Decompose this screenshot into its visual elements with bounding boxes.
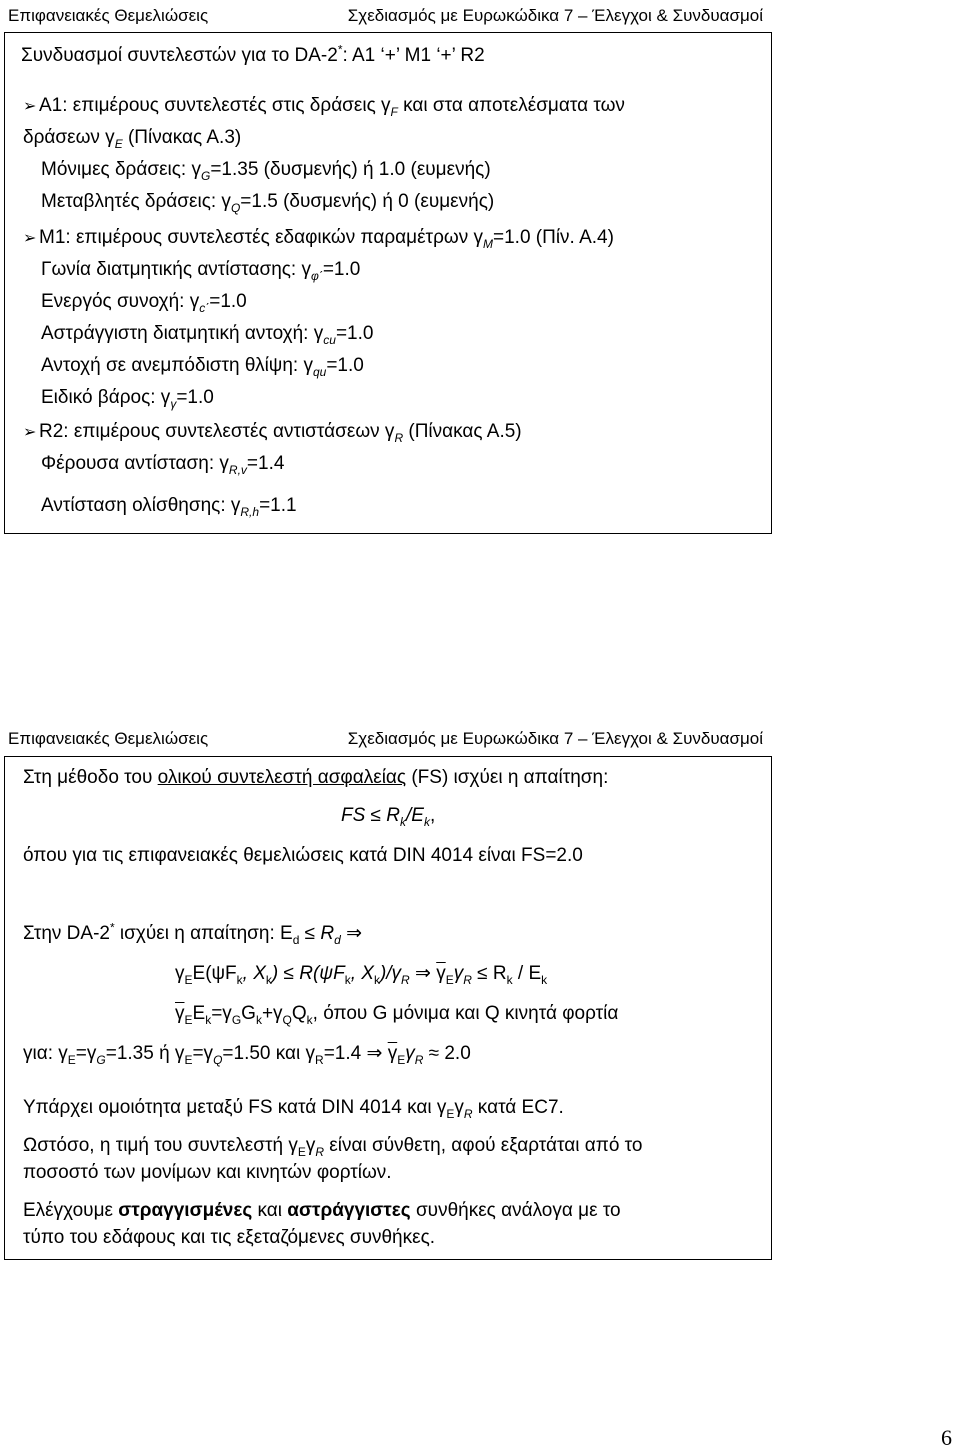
check-line1: Ελέγχουμε στραγγισμένες και αστράγγιστες συνθήκες ανάλογα με το (23, 1200, 621, 1221)
m1-line: ➢ M1: επιμέρους συντελεστές εδαφικών παραμέτρων $\gamma_M=1.0$ (Πίν. Α.4) (23, 227, 614, 251)
header-right: Σχεδιασμός με Ευρωκώδικα 7 – Έλεγχοι & Συνδυασμοί (347, 729, 763, 748)
bullet-arrow-icon: ➢ (23, 424, 37, 441)
factor-values: για: $\gamma_E=\gamma_G=1.35$ ή $\gamma_E=\gamma_Q=1.50$ και $\gamma_R=1.4$ ⇒ $\overline{\gamma}_E\gamma_R \approx 2.0$ (23, 1043, 471, 1067)
check-line2: τύπο του εδάφους και τις εξεταζόμενες συνθήκες. (23, 1227, 436, 1248)
r2-line: ➢ R2: επιμέρους συντελεστές αντιστάσεων $\gamma_R$ (Πίνακας Α.5) (23, 421, 522, 445)
permanent-actions: Μόνιμες δράσεις: $\gamma_G=1.35$ (δυσμενής) ή 1.0 (ευμενής) (41, 159, 491, 183)
effective-cohesion: Ενεργός συνοχή: $\gamma_{c΄}=1.0$ (41, 291, 247, 315)
however-line1: Ωστόσο, η τιμή του συντελεστή $\gamma_E\gamma_R$ είναι σύνθετη, αφού εξαρτάται από το (23, 1135, 643, 1159)
unconfined-strength: Αντοχή σε ανεμπόδιστη θλίψη: $\gamma_{qu}=1.0$ (41, 355, 364, 379)
bullet-arrow-icon: ➢ (23, 230, 37, 247)
however-line2: ποσοστό των μονίμων και κινητών φορτίων. (23, 1162, 392, 1183)
da2-requirement: Στην DA-2* ισχύει η απαίτηση: $E_d \le R_d$ ⇒ (23, 920, 362, 947)
unit-weight: Ειδικό βάρος: $\gamma_\gamma=1.0$ (41, 387, 214, 411)
slide1-title: Συνδυασμοί συντελεστών για το DA-2*: A1 ‘+’ M1 ‘+’ R2 (21, 42, 485, 66)
din-value: όπου για τις επιφανειακές θεμελιώσεις κατά DIN 4014 είναι FS=2.0 (23, 845, 583, 866)
slide2-box (4, 756, 772, 1260)
header-left: Επιφανειακές Θεμελιώσεις (8, 729, 209, 748)
bullet-arrow-icon: ➢ (23, 98, 37, 115)
equation-2: $\overline{\gamma}_EE_k=\gamma_GG_k+\gamma_QQ_k$, όπου G μόνιμα και Q κινητά φορτία (175, 1003, 619, 1027)
undrained-strength: Αστράγγιστη διατμητική αντοχή: $\gamma_{cu}=1.0$ (41, 323, 374, 347)
slide1-header (8, 6, 763, 26)
header-left: Επιφανειακές Θεμελιώσεις (8, 6, 209, 25)
fs-equation: FS ≤ $R_k/E_k$, (341, 805, 436, 829)
header-right: Σχεδιασμός με Ευρωκώδικα 7 – Έλεγχοι & Συνδυασμοί (347, 6, 763, 25)
fs-intro: Στη μέθοδο του ολικού συντελεστή ασφαλείας (FS) ισχύει η απαίτηση: (23, 767, 609, 788)
bearing-resistance: Φέρουσα αντίσταση: $\gamma_{R,v}=1.4$ (41, 453, 285, 477)
slide2-header (8, 729, 763, 749)
slide1-box (4, 32, 772, 534)
similarity-note: Υπάρχει ομοιότητα μεταξύ FS κατά DIN 4014 και $\gamma_E\gamma_R$ κατά EC7. (23, 1097, 564, 1121)
page-number: 6 (941, 1425, 952, 1450)
a1-line1: ➢ A1: επιμέρους συντελεστές στις δράσεις $\gamma_F$ και στα αποτελέσματα των (23, 95, 625, 119)
variable-actions: Μεταβλητές δράσεις: $\gamma_Q=1.5$ (δυσμενής) ή 0 (ευμενής) (41, 191, 495, 215)
sliding-resistance: Αντίσταση ολίσθησης: $\gamma_{R,h}=1.1$ (41, 495, 297, 519)
a1-line2: δράσεων $\gamma_E$ (Πίνακας Α.3) (23, 127, 242, 151)
equation-1: $\gamma_EE(\psi F_k$, $X_k) \le R(\psi F_k$, $X_k)/\gamma_R$ ⇒ $\overline{\gamma}_E\gamma_R \le R_k / E_k$ (175, 963, 548, 987)
friction-angle: Γωνία διατμητικής αντίστασης: $\gamma_{\varphi΄}=1.0$ (41, 259, 361, 283)
